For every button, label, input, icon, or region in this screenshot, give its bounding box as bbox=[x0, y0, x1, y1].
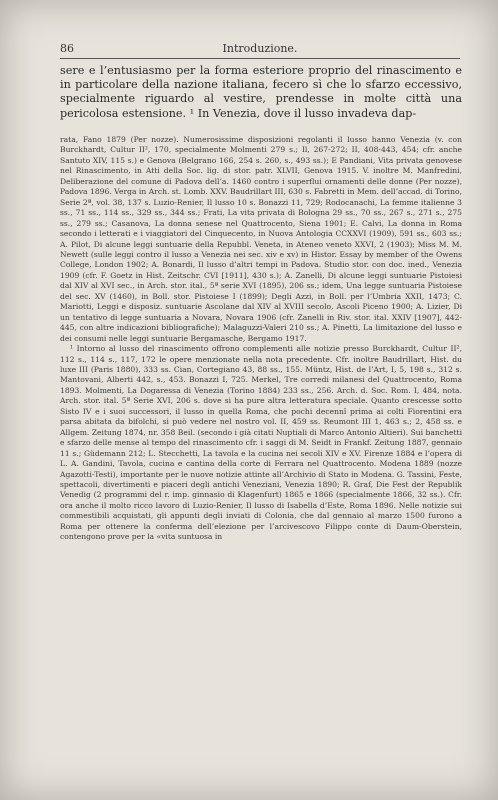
main-text bbox=[60, 64, 462, 121]
main-paragraph: sere e l’entusiasmo per la forma esteriore proprio del rinascimento e in particolare della nazione italiana, fecero sì che lo sfarzo eccessivo, specialmente riguardo al vestire, prendesse in molte città una pericolosa estensione. ¹ In Venezia, dove il lusso invadeva dap- bbox=[60, 64, 462, 120]
page-header bbox=[60, 40, 460, 59]
page-number: 86 bbox=[60, 42, 74, 55]
running-title: Introduzione. bbox=[222, 42, 298, 55]
footnote-continuation: rata, Fano 1879 (Per nozze). Numerosissime disposizioni regolanti il lusso hanno Venezia (v. con Burckhardt, Cultur II², 170, specialmente Molmenti 279 s.; Il, 267-272; II, 408-443, 454; cfr. anche Santuto XIV, 115 s.) e Genova (Belgrano 166, 254 s. 260, s., 493 ss.); E Pandiani, Vita privata genovese nel Rinascimento, in Atti della Soc. lig. di stor. patr. XLVII, Genova 1915. V. inoltre M. Manfredini, Deliberazione del comune di Padova dell’a. 1460 contro i superflui ornamenti delle donne (Per nozze), Padova 1896. Verga in Arch. st. Lomb. XXV. Baudrillart III, 630 s. Fabretti in Mem. dell’accad. di Torino, Serie 2ª, vol. 38, 137 s. Luzio-Renier, Il lusso 10 s. Bonazzi 11, 729; Rodocanachi, La femme italienne 3 ss., 71 ss., 114 ss., 329 ss., 344 ss.; Frati, La vita privata di Bologna 29 ss., 70 ss., 267 s., 271 s., 275 ss., 279 ss.; Casanova, La donna senese nel Quattrocento, Siena 1901; E. Calvi, La donna in Roma secondo i letterati e i viaggiatori del Cinquecento, in Nuova Antologia CCXXVI (1909), 591 ss., 603 ss.; A. Pilot, Di alcune leggi suntuarie della Repubbl. Veneta, in Ateneo veneto XXVI, 2 (1903); Miss M. M. Newett (sulle leggi contro il lusso a Venezia nei sec. xiv e xv) in Histor. Essay by member of the Owens College, London 1902; A. Bonardi, Il lusso d’altri tempi in Padova. Studio stor. con doc. ined., Venezia 1909 (cfr. F. Goetz in Hist. Zeitschr. CVI [1911], 430 s.); A. Zanelli, Di alcune leggi suntuarie Pistoiesi dal XIV al XVI sec., in Arch. stor. ital., 5ª serie XVI (1895), 206 ss.; idem, Una legge suntuaria Pistoiese del sec. XV (1460), in Boll. stor. Pistoiese I (1899); Degli Azzi, in Boll. per l’Umbria XXII, 1473; C. Mariotti, Leggi e disposiz. suntuarie Ascolane dal XIV al XVIII secolo, Ascoli Piceno 1900; A. Lizier, Di un tentativo di legge suntuaria a Novara, Novara 1906 (cfr. Zanelli in Riv. stor. ital. XXIV [1907], 442-445, con altre indicazioni bibliografiche); Malaguzzi-Valeri 210 ss.; A. Pinetti, La limitazione del lusso e dei consumi nelle leggi suntuarie Bergamasche, Bergamo 1917. bbox=[60, 135, 462, 343]
footnote-1: ¹ Intorno al lusso del rinascimento offrono complementi alle notizie presso Burckhardt, Cultur II², 112 s., 114 s., 117, 172 le opere menzionate nella nota precedente. Cfr. inoltre Baudrillart, Hist. du luxe III (Paris 1880), 333 ss. Cian, Cortegiano 43, 88 ss., 155. Müntz, Hist. de l’Art, I, 5, 198 s., 312 s. Mantovani, Alberti 442, s., 453. Bonazzi I, 725. Merkel, Tre corredi milanesi del Quattrocento, Roma 1893. Molmenti, La Dogaressa di Venezia (Torino 1884) 233 ss., 256. Arch. d. Soc. Rom. I, 484, nota. Arch. stor. ital. 5ª Serie XVI, 206 s. dove si ha pure altra letteratura speciale. Quanto crescesse sotto Sisto IV e i suoi successori, il lusso in quella Roma, che pochi decennî prima ai colti Fiorentini era parsa abitata da bifolchi, si può vedere nel nostro vol. II, 459 ss. Reumont III 1, 463 s.; 2, 458 ss. e Allgem. Zeitung 1874, nr. 358 Beil. (secondo i già citati Nuptiali di Marco Antonio Altieri). Sui banchetti e sfarzo delle mense al tempo del rinascimento cfr. i saggi di M. Seidt in Frankf. Zeitung 1887, gennaio 11 s.; Güdemann 212; L. Stecchetti, La tavola e la cucina nei secoli XIV e XV. Firenze 1884 e l’opera di L. A. Gandini, Tavola, cucina e cantina della corte di Ferrara nel Quattrocento. Modena 1889 (nozze Agazotti-Testi), importante per le nuove notizie attinte all’Archivio di Stato in Modena. G. Tassini, Feste, spettacoli, divertimenti e piaceri degli antichi Veneziani, Venezia 1890; R. Graf, Die Fest der Republik Venedig (2 programmi del r. imp. ginnasio di Klagenfurt) 1865 e 1866 (specialmente 1866, 32 ss.). Cfr. ora anche il molto ricco lavoro di Luzio-Renier, Il lusso di Isabella d’Este, Roma 1896. Nelle notizie sui commestibili acquistati, gli appunti degli inviati di Colonia, che dal gennaio al marzo 1500 furono a Roma per ottenere la conferma dell’elezione per l’arcivescovo Filippo conte di Daum-Oberstein, contengono prove per la «vita suntuosa in bbox=[60, 344, 462, 542]
footnotes bbox=[60, 135, 462, 543]
